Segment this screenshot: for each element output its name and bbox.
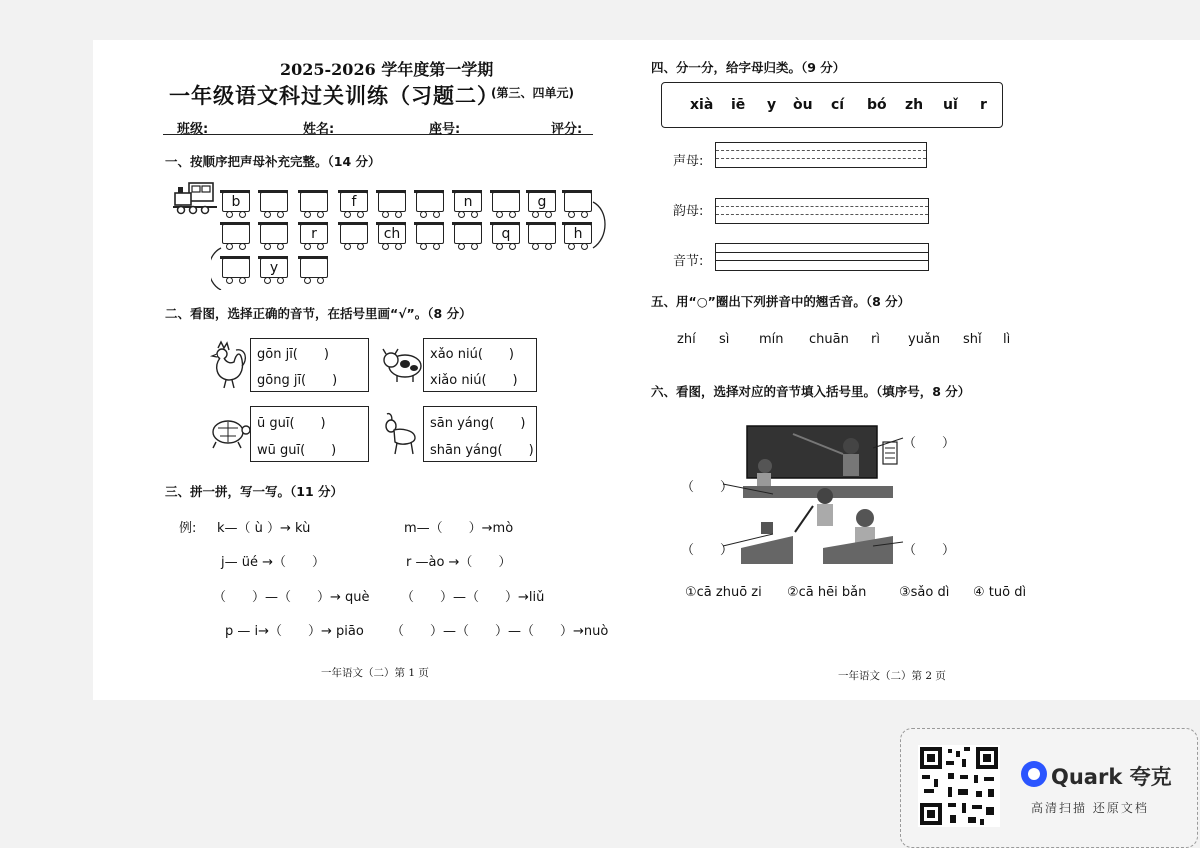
spelling-line[interactable]: （ ）—（ ）—（ ）→nuò: [391, 624, 609, 639]
car-letter: [416, 224, 444, 244]
pinyin-item[interactable]: lì: [1003, 332, 1011, 347]
quark-brand: Quark 夸克: [1051, 765, 1172, 789]
pinyin-item[interactable]: yuǎn: [908, 332, 941, 347]
option-text[interactable]: wū guī( ): [257, 443, 337, 458]
pinyin-item[interactable]: zhí: [677, 332, 696, 347]
car-letter: [378, 192, 406, 212]
spelling-line[interactable]: j— üé →（ ）: [221, 555, 326, 570]
train-car: [258, 222, 290, 248]
option-text[interactable]: gōng jī( ): [257, 373, 338, 388]
car-letter: [222, 224, 250, 244]
train-car: [452, 190, 484, 216]
q2-heading: 二、看图，选择正确的音节，在括号里画“√”。（8 分）: [165, 306, 472, 321]
scroll-item: bó: [867, 97, 887, 113]
choice-item: ②cā hēi bǎn: [787, 585, 867, 600]
car-letter: q: [492, 224, 520, 244]
train-car: [338, 222, 370, 248]
pinyin-item[interactable]: chuān: [809, 332, 849, 347]
pinyin-item[interactable]: rì: [871, 332, 880, 347]
pinyin-item[interactable]: shǐ: [963, 332, 982, 347]
letter-scroll: [661, 82, 1003, 128]
page1-footer: 一年语文（二）第 1 页: [321, 667, 429, 679]
scroll-item: y: [767, 97, 777, 113]
unit-note: (第三、四单元): [491, 86, 574, 100]
train-car: [338, 190, 370, 216]
option-text[interactable]: sān yáng( ): [430, 416, 526, 431]
train-car: [562, 190, 594, 216]
pinyin-item[interactable]: sì: [719, 332, 730, 347]
scroll-item: uǐ: [943, 97, 958, 113]
option-text[interactable]: xiǎo niú( ): [430, 373, 518, 388]
quark-logo-icon: [1021, 761, 1047, 787]
option-text[interactable]: shān yáng( ): [430, 443, 534, 458]
car-letter: [260, 224, 288, 244]
spelling-line[interactable]: （ ）—（ ）→liǔ: [401, 590, 545, 605]
row-label-syllables: 音节:: [673, 254, 704, 269]
train-car: [562, 222, 594, 248]
answer-lines-syllables[interactable]: [715, 243, 929, 271]
spelling-line[interactable]: p — i→（ ）→ piāo: [225, 624, 364, 639]
train-car: [220, 256, 252, 282]
q1-heading: 一、按顺序把声母补充完整。（14 分）: [165, 154, 381, 169]
score-label: 评分:: [551, 122, 583, 137]
scroll-item: r: [980, 97, 987, 113]
train-car: [452, 222, 484, 248]
goat-icon: [381, 410, 421, 458]
car-letter: b: [222, 192, 250, 212]
page2-footer: 一年语文（二）第 2 页: [838, 670, 946, 682]
q3-heading: 三、拼一拼，写一写。（11 分）: [165, 484, 343, 499]
car-letter: h: [564, 224, 592, 244]
car-letter: [416, 192, 444, 212]
spelling-line[interactable]: m—（ ）→mò: [404, 521, 514, 536]
choice-item: ③sǎo dì: [899, 585, 950, 600]
option-box-turtle: [250, 406, 369, 462]
train-car: [220, 190, 252, 216]
exam-sheet: [93, 40, 1200, 700]
spelling-line[interactable]: r —ào →（ ）: [406, 555, 512, 570]
car-letter: f: [340, 192, 368, 212]
main-title: 一年级语文科过关训练（习题二）: [169, 84, 499, 108]
q6-heading: 六、看图，选择对应的音节填入括号里。（填序号，8 分）: [651, 384, 971, 399]
seat-label: 座号:: [429, 122, 461, 137]
answer-blank[interactable]: （ ）: [903, 436, 956, 451]
answer-lines-initials[interactable]: [715, 142, 927, 168]
car-letter: [260, 192, 288, 212]
train-car: [376, 222, 408, 248]
name-label: 姓名:: [303, 122, 335, 137]
train-car: [414, 222, 446, 248]
train-car: [526, 222, 558, 248]
option-box-cow: [423, 338, 537, 392]
train-car: [258, 190, 290, 216]
train-car: [414, 190, 446, 216]
train-car: [298, 190, 330, 216]
car-letter: n: [454, 192, 482, 212]
train-car: [526, 190, 558, 216]
rooster-icon: [206, 340, 248, 390]
scroll-item: òu: [793, 97, 813, 113]
example-label: 例:: [179, 521, 197, 536]
spelling-line[interactable]: （ ）—（ ）→ què: [213, 590, 370, 605]
info-underline: [163, 134, 593, 135]
qr-code: [918, 745, 1000, 827]
turtle-icon: [206, 416, 250, 450]
answer-blank[interactable]: （ ）: [903, 543, 956, 558]
car-letter: [454, 224, 482, 244]
q5-heading: 五、用“○”圈出下列拼音中的翘舌音。（8 分）: [651, 294, 911, 309]
option-text[interactable]: xǎo niú( ): [430, 347, 514, 362]
car-letter: [492, 192, 520, 212]
car-letter: [340, 224, 368, 244]
spelling-line: k—（ ù ）→ kù: [217, 521, 311, 536]
option-box-goat: [423, 406, 537, 462]
car-letter: y: [260, 258, 288, 278]
answer-lines-finals[interactable]: [715, 198, 929, 224]
answer-blank[interactable]: （ ）: [681, 480, 734, 495]
pinyin-item[interactable]: mín: [759, 332, 784, 347]
scroll-item: xià: [690, 97, 714, 113]
train-car: [376, 190, 408, 216]
year-title: 2025-2026 学年度第一学期: [280, 60, 494, 79]
choice-item: ④ tuō dì: [973, 585, 1027, 600]
pointer-lines: [713, 424, 923, 564]
car-letter: [222, 258, 250, 278]
car-letter: [300, 192, 328, 212]
train-car: [258, 256, 290, 282]
row-label-initials: 声母:: [673, 154, 704, 169]
option-text[interactable]: ū guī( ): [257, 416, 326, 431]
choice-item: ①cā zhuō zi: [685, 585, 762, 600]
car-letter: r: [300, 224, 328, 244]
class-label: 班级:: [177, 122, 209, 137]
car-letter: ch: [378, 224, 406, 244]
car-letter: [564, 192, 592, 212]
train-car: [220, 222, 252, 248]
car-letter: g: [528, 192, 556, 212]
cow-icon: [381, 346, 425, 384]
row-label-finals: 韵母:: [673, 204, 704, 219]
scroll-item: cí: [831, 97, 845, 113]
quark-tagline: 高清扫描 还原文档: [1031, 801, 1149, 815]
option-box-rooster: [250, 338, 369, 392]
option-text[interactable]: gōn jī( ): [257, 347, 329, 362]
q4-heading: 四、分一分，给字母归类。（9 分）: [651, 60, 846, 75]
scroll-item: iē: [731, 97, 746, 113]
answer-blank[interactable]: （ ）: [681, 543, 734, 558]
scroll-item: zh: [905, 97, 924, 113]
train-car: [298, 222, 330, 248]
train-car: [490, 190, 522, 216]
train-car: [298, 256, 330, 282]
train-car: [490, 222, 522, 248]
car-letter: [300, 258, 328, 278]
car-letter: [528, 224, 556, 244]
